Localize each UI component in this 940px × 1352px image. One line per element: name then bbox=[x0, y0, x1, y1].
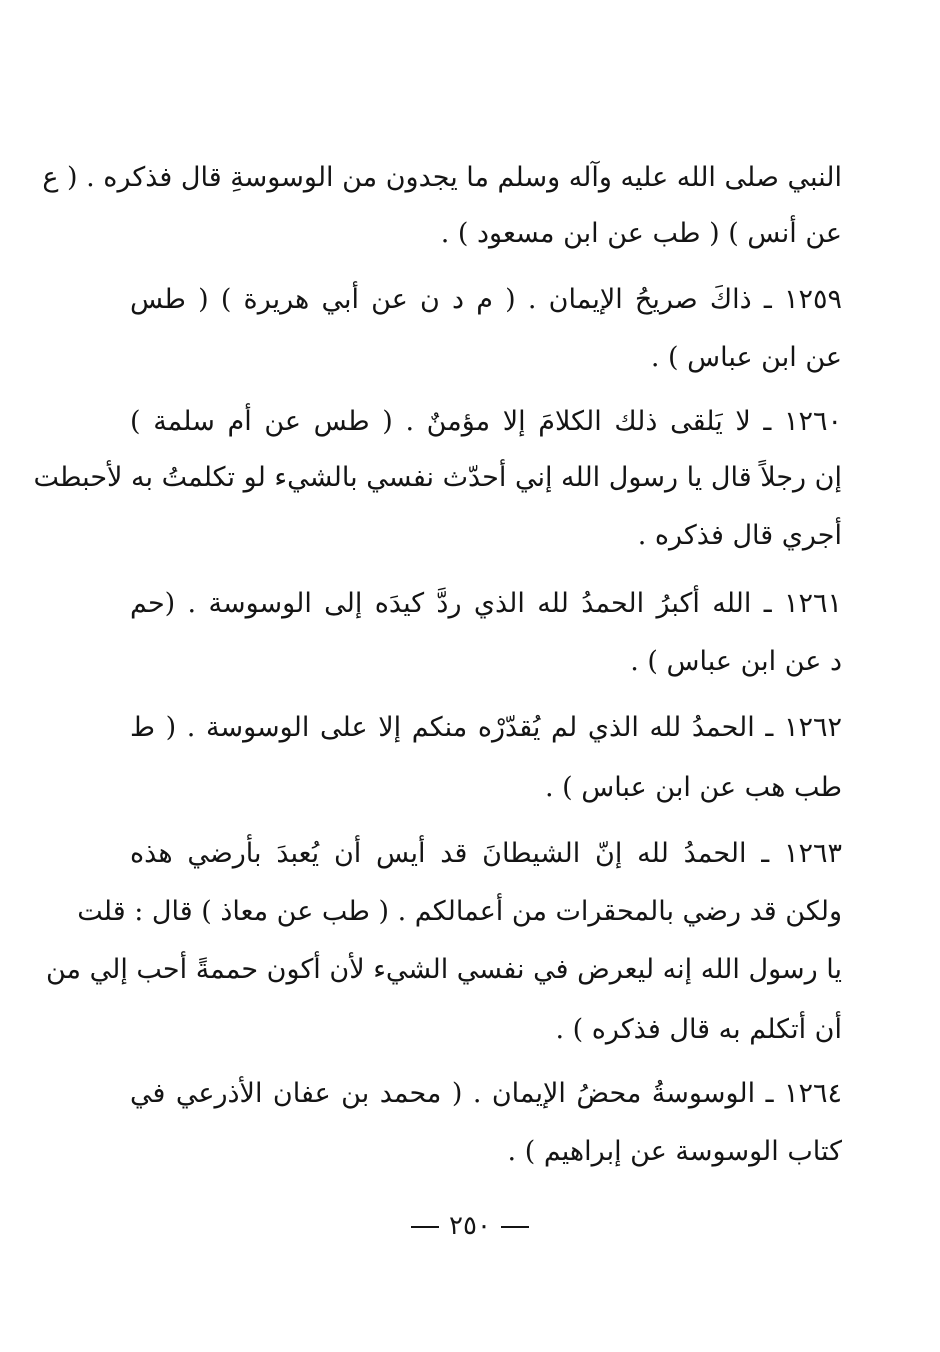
text-line: كتاب الوسوسة عن إبراهيم ) . bbox=[507, 1136, 842, 1167]
text-line: أجري قال فذكره . bbox=[637, 520, 842, 551]
text-line: ولكن قد رضي بالمحقرات من أعمالكم . ( طب عن معاذ ) قال : قلت bbox=[77, 896, 842, 927]
text-line: ١٢٦١ ـ الله أكبرُ الحمدُ لله الذي ردَّ كيدَه إلى الوسوسة . (حم bbox=[130, 588, 842, 619]
text-line: د عن ابن عباس ) . bbox=[630, 646, 842, 677]
text-line: النبي صلى الله عليه وآله وسلم ما يجدون من الوسوسةِ قال فذكره . ( ع bbox=[42, 162, 842, 193]
page-number-dash-left bbox=[501, 1226, 529, 1228]
text-line: عن أنس ) ( طب عن ابن مسعود ) . bbox=[440, 218, 842, 249]
text-line: ١٢٦٣ ـ الحمدُ لله إنّ الشيطانَ قد أيس أن يُعبدَ بأرضي هذه bbox=[130, 838, 842, 869]
text-line: ١٢٥٩ ـ ذاكَ صريحُ الإيمان . ( م د ن عن أبي هريرة ) ( طس bbox=[130, 284, 842, 315]
text-line: ١٢٦٢ ـ الحمدُ لله الذي لم يُقدّرْه منكم إلا على الوسوسة . ( ط bbox=[130, 712, 842, 743]
page-number-dash-right bbox=[411, 1226, 439, 1228]
text-line: طب هب عن ابن عباس ) . bbox=[544, 772, 842, 803]
text-line: أن أتكلم به قال فذكره ) . bbox=[555, 1014, 842, 1045]
text-line: عن ابن عباس ) . bbox=[650, 342, 842, 373]
text-line: ١٢٦٤ ـ الوسوسةُ محضُ الإيمان . ( محمد بن عفان الأذرعي في bbox=[130, 1078, 842, 1109]
text-line: يا رسول الله إنه ليعرض في نفسي الشيء لأن أكون حممةً أحب إلي من bbox=[46, 954, 842, 985]
text-line: ١٢٦٠ ـ لا يَلقى ذلك الكلامَ إلا مؤمنٌ . ( طس عن أم سلمة ) bbox=[130, 406, 842, 437]
page-number bbox=[0, 1206, 940, 1246]
page-number-value: ٢٥٠ bbox=[449, 1211, 491, 1241]
text-line: إن رجلاً قال يا رسول الله إني أحدّث نفسي بالشيء لو تكلمتُ به لأحبطت bbox=[33, 462, 842, 493]
